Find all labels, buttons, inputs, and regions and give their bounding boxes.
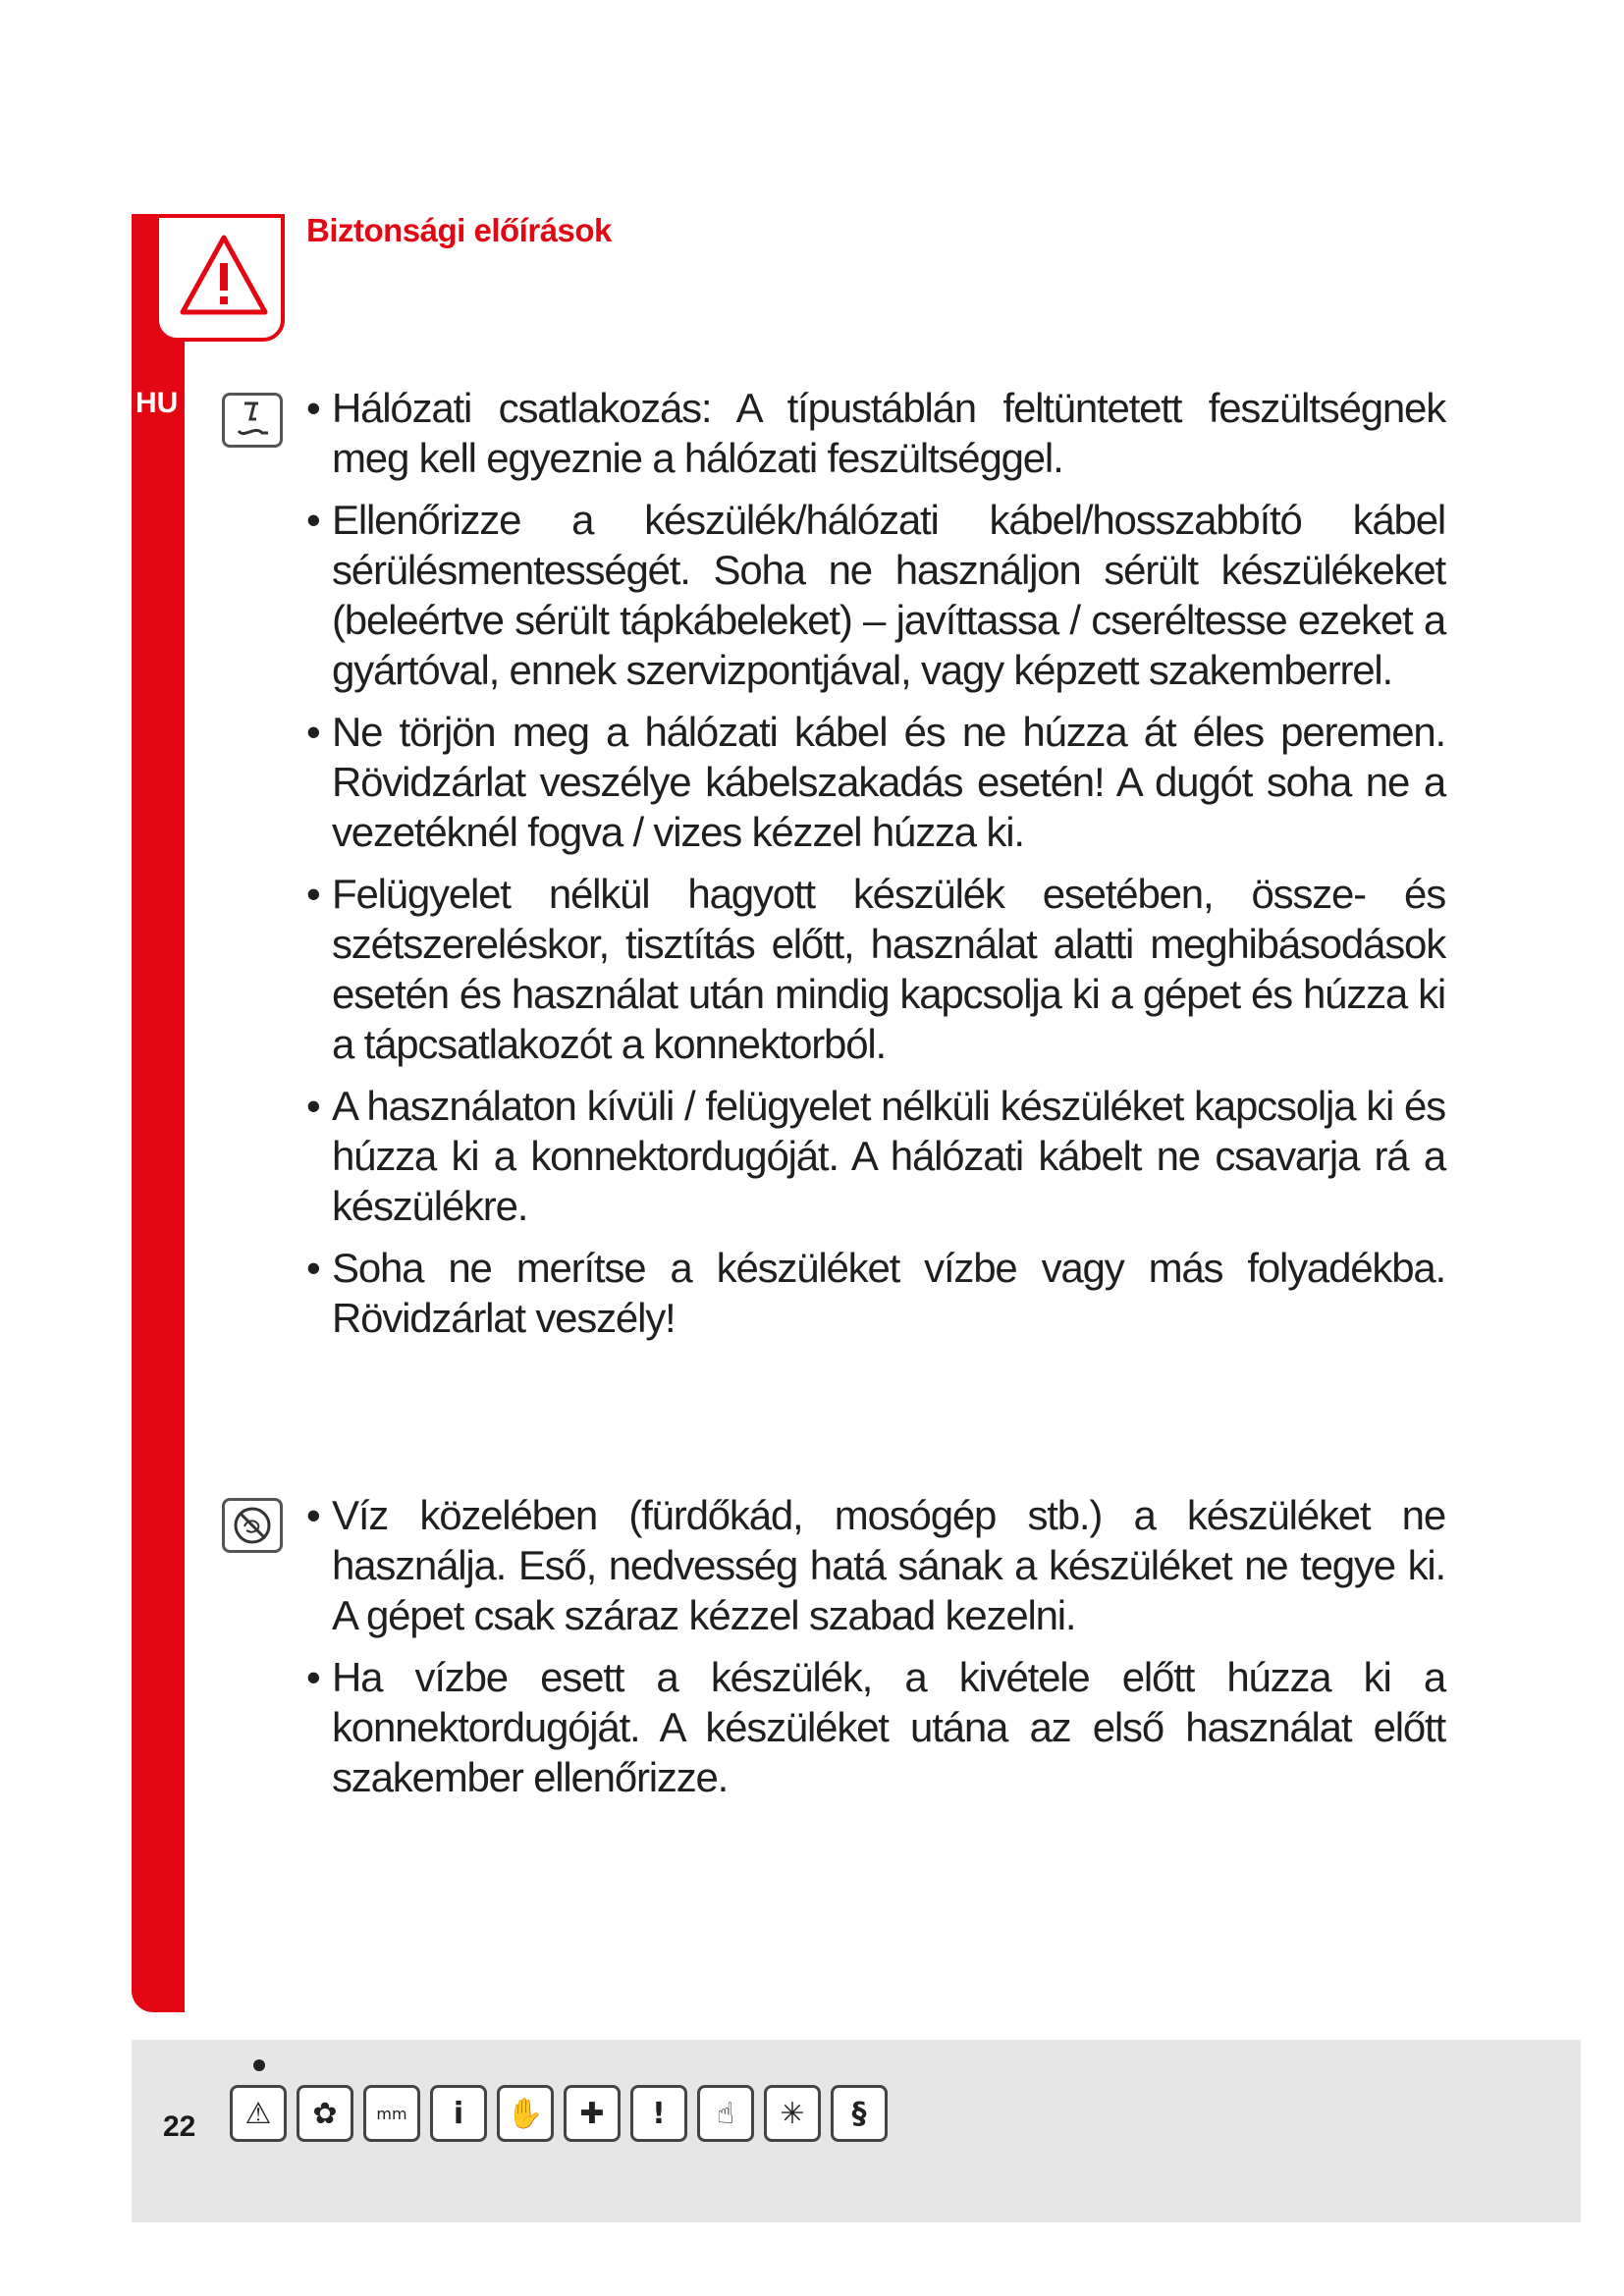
list-item: • Ne törjön meg a hálózati kábel és ne húzza át éles peremen. Rövidzárlat veszélye kábelszakadás esetén! A dugót soha ne a vezetéknél fogva / vizes kézzel húzza ki. (306, 707, 1445, 857)
warning-triangle-icon (177, 230, 271, 324)
section-title: Biztonsági előírások (306, 212, 612, 248)
list-item: • Hálózati csatlakozás: A típustáblán feltüntetett feszültségnek meg kell egyeznie a hálózati feszültséggel. (306, 383, 1445, 483)
list-item: • Ha vízbe esett a készülék, a kivétele előtt húzza ki a konnektordugóját. A készüléket utána az első használat előtt szakember ellenőrizze. (306, 1652, 1445, 1802)
list-item: • A használaton kívüli / felügyelet nélküli készüléket kapcsolja ki és húzza ki a konnektordugóját. A hálózati kábelt ne csavarja rá a készülékre. (306, 1081, 1445, 1231)
exclamation-icon[interactable]: ! (630, 2085, 687, 2142)
measure-icon[interactable]: mm (363, 2085, 420, 2142)
list-item: • Víz közelében (fürdőkád, mosógép stb.) a készüléket ne használja. Eső, nedvesség hatá sának a készüléket ne tegye ki. A gépet csak száraz kézzel szabad kezelni. (306, 1490, 1445, 1640)
list-item: • Felügyelet nélkül hagyott készülék esetében, össze- és szétszereléskor, tisztítás előtt, használat alatti meghibásodások esetén és használat után mindig kapcsolja ki a gépet és húzza ki a tápcsatlakozót a konnektorból. (306, 869, 1445, 1069)
page-number: 22 (163, 2110, 196, 2143)
hand-icon[interactable]: ✋ (497, 2085, 554, 2142)
section-nav (230, 2085, 888, 2142)
parts-icon[interactable]: ✿ (297, 2085, 353, 2142)
water-safety-list (306, 1490, 1445, 1814)
plug-icon (222, 393, 283, 448)
list-item: • Ellenőrizze a készülék/hálózati kábel/hosszabbító kábel sérülésmentességét. Soha ne használjon sérült készülékeket (beleértve sérült tápkábeleket) – javíttassa / cseréltesse ezeket a gyártóval, ennek szervizpontjával, vagy képzett szakemberrel. (306, 495, 1445, 695)
burst-icon[interactable]: ✳ (764, 2085, 821, 2142)
section-icon[interactable]: § (831, 2085, 888, 2142)
side-accent-bar (132, 214, 185, 2012)
info-icon[interactable]: i (430, 2085, 487, 2142)
warning-header-box (155, 214, 285, 342)
active-section-indicator (253, 2059, 265, 2071)
list-item: • Soha ne merítse a készüléket vízbe vagy más folyadékba. Rövidzárlat veszély! (306, 1243, 1445, 1343)
operation-icon[interactable]: ☝ (697, 2085, 754, 2142)
warning-icon[interactable]: ⚠ (230, 2085, 287, 2142)
language-tab[interactable]: HU (135, 387, 179, 419)
mains-safety-list (306, 383, 1445, 1355)
assembly-icon[interactable]: ✚ (564, 2085, 621, 2142)
no-water-icon (222, 1498, 283, 1553)
